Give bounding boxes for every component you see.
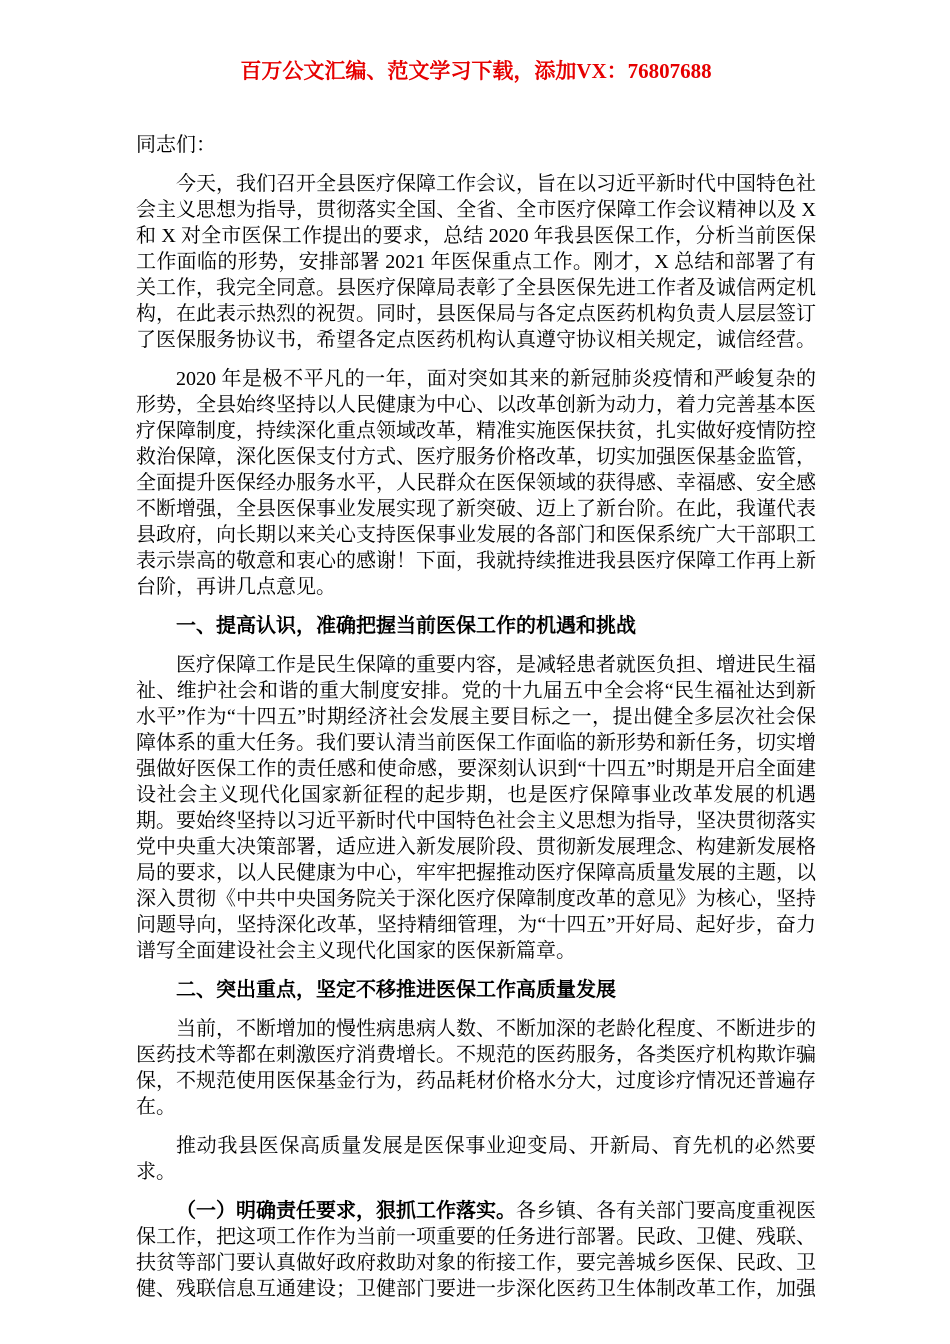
paragraph-subsection-1 bbox=[136, 1198, 816, 1302]
paragraph-section-1-body: 医疗保障工作是民生保障的重要内容，是减轻患者就医负担、增进民生福祉、维护社会和谐的重大制度安排。党的十九届五中全会将“民生福祉达到新水平”作为“十四五”时期经济社会发展主要目标之一，提出健全多层次社会保障体系的重大任务。我们要认清当前医保工作面临的新形势和新任务，切实增强做好医保工作的责任感和使命感，要深刻认识到“十四五”时期是开启全面建设社会主义现代化国家新征程的起步期，也是医疗保障事业改革发展的机遇期。要始终坚持以习近平新时代中国特色社会主义思想为指导，坚决贯彻落实党中央重大决策部署，适应进入新发展阶段、贯彻新发展理念、构建新发展格局的要求，以人民健康为中心，牢牢把握推动医疗保障高质量发展的主题，以深入贯彻《中共中央国务院关于深化医疗保障制度改革的意见》为核心，坚持问题导向，坚持深化改革，坚持精细管理，为“十四五”开好局、起好步，奋力谱写全面建设社会主义现代化国家的医保新篇章。 bbox=[136, 654, 816, 962]
salutation: 同志们： bbox=[136, 134, 216, 156]
section-heading-2: 二、突出重点，坚定不移推进医保工作高质量发展 bbox=[176, 979, 616, 1001]
paragraph-intro: 今天，我们召开全县医疗保障工作会议，旨在以习近平新时代中国特色社会主义思想为指导，贯彻落实全国、全省、全市医疗保障工作会议精神以及 X 和 X 对全市医保工作提出的要求，总结 2020 年我县医保工作，分析当前医保工作面临的形势，安排部署 2021 年医保重点工作。刚才，X 总结和部署了有关工作，我完全同意。县医疗保障局表彰了全县医保先进工作者及诚信两定机构，在此表示热烈的祝贺。同时，县医保局与各定点医药机构负责人层层签订了医保服务协议书，希望各定点医药机构认真遵守协议相关规定，诚信经营。 bbox=[136, 173, 816, 351]
promo-banner bbox=[136, 58, 816, 84]
section-heading-1: 一、提高认识，准确把握当前医保工作的机遇和挑战 bbox=[176, 615, 636, 637]
document-body bbox=[136, 132, 816, 1302]
paragraph-review-2020: 2020 年是极不平凡的一年，面对突如其来的新冠肺炎疫情和严峻复杂的形势，全县始终坚持以人民健康为中心、以改革创新为动力，着力完善基本医疗保障制度，持续深化重点领域改革，精准实施医保扶贫，扎实做好疫情防控救治保障，深化医保支付方式、医疗服务价格改革，切实加强医保基金监管，全面提升医保经办服务水平，人民群众在医保领域的获得感、幸福感、安全感不断增强，全县医保事业发展实现了新突破、迈上了新台阶。在此，我谨代表县政府，向长期以来关心支持医保事业发展的各部门和医保系统广大干部职工表示崇高的敬意和衷心的感谢！下面，我就持续推进我县医疗保障工作再上新台阶，再讲几点意见。 bbox=[136, 368, 816, 598]
subsection-1-lead: （一）明确责任要求，狠抓工作落实。 bbox=[176, 1200, 516, 1222]
paragraph-section-2-body: 当前，不断增加的慢性病患病人数、不断加深的老龄化程度、不断进步的医药技术等都在刺激医疗消费增长。不规范的医药服务，各类医疗机构欺诈骗保，不规范使用医保基金行为，药品耗材价格水分大，过度诊疗情况还普遍存在。 bbox=[136, 1018, 816, 1118]
subsection-1-text: 各乡镇、各有关部门要高度重视医保工作，把这项工作作为当前一项重要的任务进行部署。民政、卫健、残联、扶贫等部门要认真做好政府救助对象的衔接工作，要完善城乡医保、民政、卫健、残联信息互通建设；卫健部门要进一步深化医药卫生体制改革工作，加强 bbox=[136, 1200, 816, 1300]
promo-text: 百万公文汇编、范文学习下载，添加VX：76807688 bbox=[240, 59, 712, 83]
paragraph-requirement: 推动我县医保高质量发展是医保事业迎变局、开新局、育先机的必然要求。 bbox=[136, 1135, 816, 1183]
